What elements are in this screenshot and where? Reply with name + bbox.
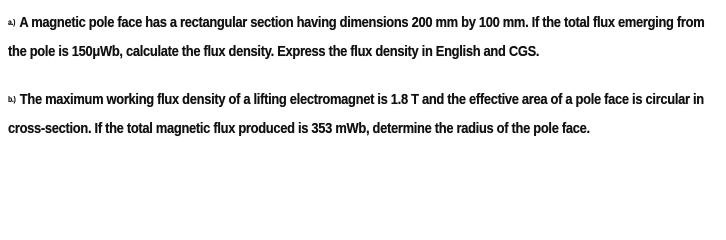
problem-a [8,8,715,66]
problem-a-label: a.) [8,18,16,27]
problem-b [8,85,715,143]
problem-b-text: The maximum working flux density of a lifting electromagnet is 1.8 T and the effective area of a pole face is circular in cross-section. If the total magnetic flux produced is 353 mWb, determine the radius of the pole face. [8,91,704,137]
problem-b-label: b.) [8,95,16,104]
problem-a-text: A magnetic pole face has a rectangular section having dimensions 200 mm by 100 mm. If the total flux emerging from the pole is 150μWb, calculate the flux density. Express the flux density in English and CGS. [8,14,705,60]
